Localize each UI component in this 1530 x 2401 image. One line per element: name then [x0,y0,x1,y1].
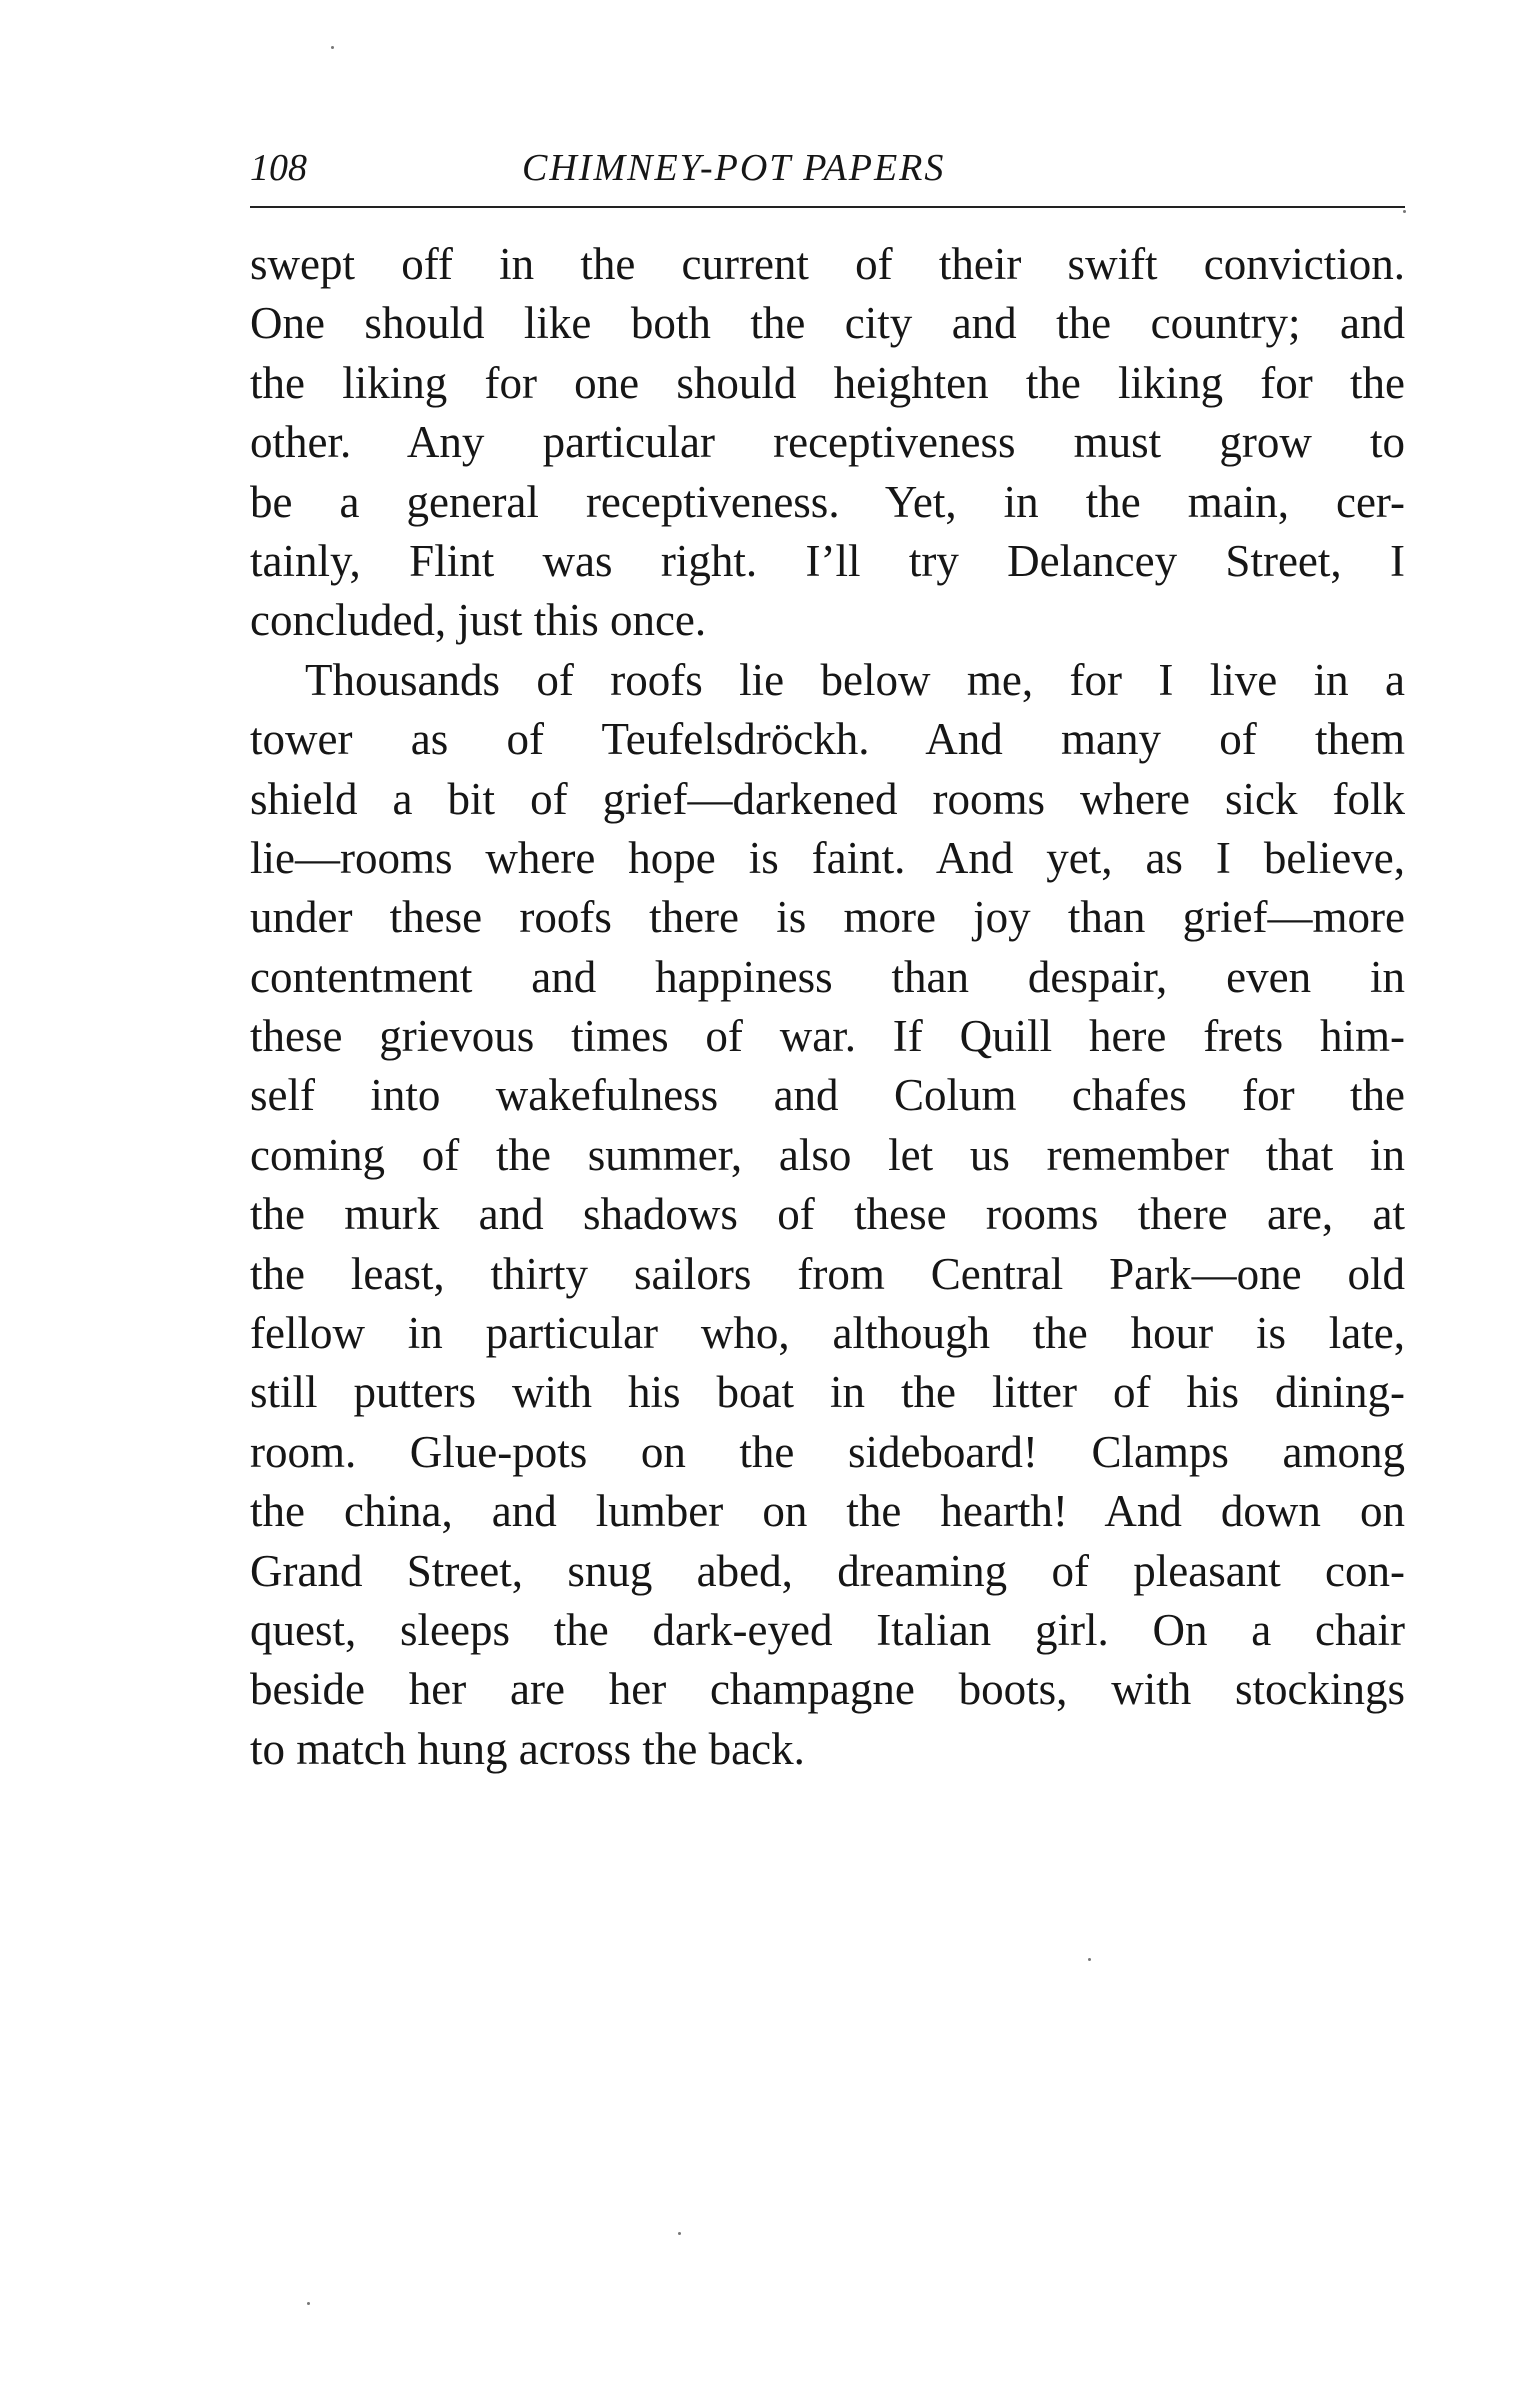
text-line: contentment and happiness than despair, even in [250,951,1405,1002]
text-line: shield a bit of grief—darkened rooms where sick folk [250,773,1405,824]
paper-speck [307,2302,310,2305]
text-line: these grievous times of war. If Quill here frets him- [250,1011,1405,1062]
text-line: swept off in the current of their swift conviction. [250,239,1405,289]
page-number: 108 [250,147,307,189]
paragraph-1 [250,235,1405,651]
running-title: CHIMNEY-POT PAPERS [522,147,946,189]
text-line: to match hung across the back. [250,1723,805,1774]
text-line: still putters with his boat in the litter of his dining- [250,1367,1405,1418]
text-line: self into wakefulness and Colum chafes for the [250,1070,1405,1121]
text-line: the china, and lumber on the hearth! And down on [250,1486,1405,1537]
text-line: fellow in particular who, although the hour is late, [250,1308,1405,1359]
text-line: be a general receptiveness. Yet, in the main, cer- [250,476,1405,527]
paragraph-2 [250,651,1405,1779]
text-line: other. Any particular receptiveness must grow to [250,417,1405,468]
header-rule [250,206,1405,208]
paper-speck [1088,1958,1091,1961]
running-header [250,140,1405,196]
text-line: coming of the summer, also let us remember that in [250,1129,1405,1180]
text-line: quest, sleeps the dark-eyed Italian girl. On a chair [250,1604,1405,1655]
text-line: tower as of Teufelsdröckh. And many of them [250,714,1405,765]
text-line: concluded, just this once. [250,595,707,646]
text-line: tainly, Flint was right. I’ll try Delancey Street, I [250,535,1405,586]
text-line: beside her are her champagne boots, with stockings [250,1664,1405,1715]
text-line: the murk and shadows of these rooms there are, at [250,1189,1405,1240]
text-line: under these roofs there is more joy than grief—more [250,892,1405,943]
paper-speck [1403,210,1406,213]
text-line: room. Glue-pots on the sideboard! Clamps among [250,1426,1405,1477]
text-line: One should like both the city and the country; and [250,298,1405,349]
paper-speck [331,46,334,49]
paper-speck [678,2232,681,2235]
text-line: Grand Street, snug abed, dreaming of pleasant con- [250,1545,1405,1596]
text-line: the least, thirty sailors from Central Park—one old [250,1248,1405,1299]
text-line: the liking for one should heighten the liking for the [250,357,1405,408]
text-line: lie—rooms where hope is faint. And yet, as I believe, [250,832,1405,883]
text-line: Thousands of roofs lie below me, for I live in a [305,654,1405,705]
body-text [250,235,1405,1779]
